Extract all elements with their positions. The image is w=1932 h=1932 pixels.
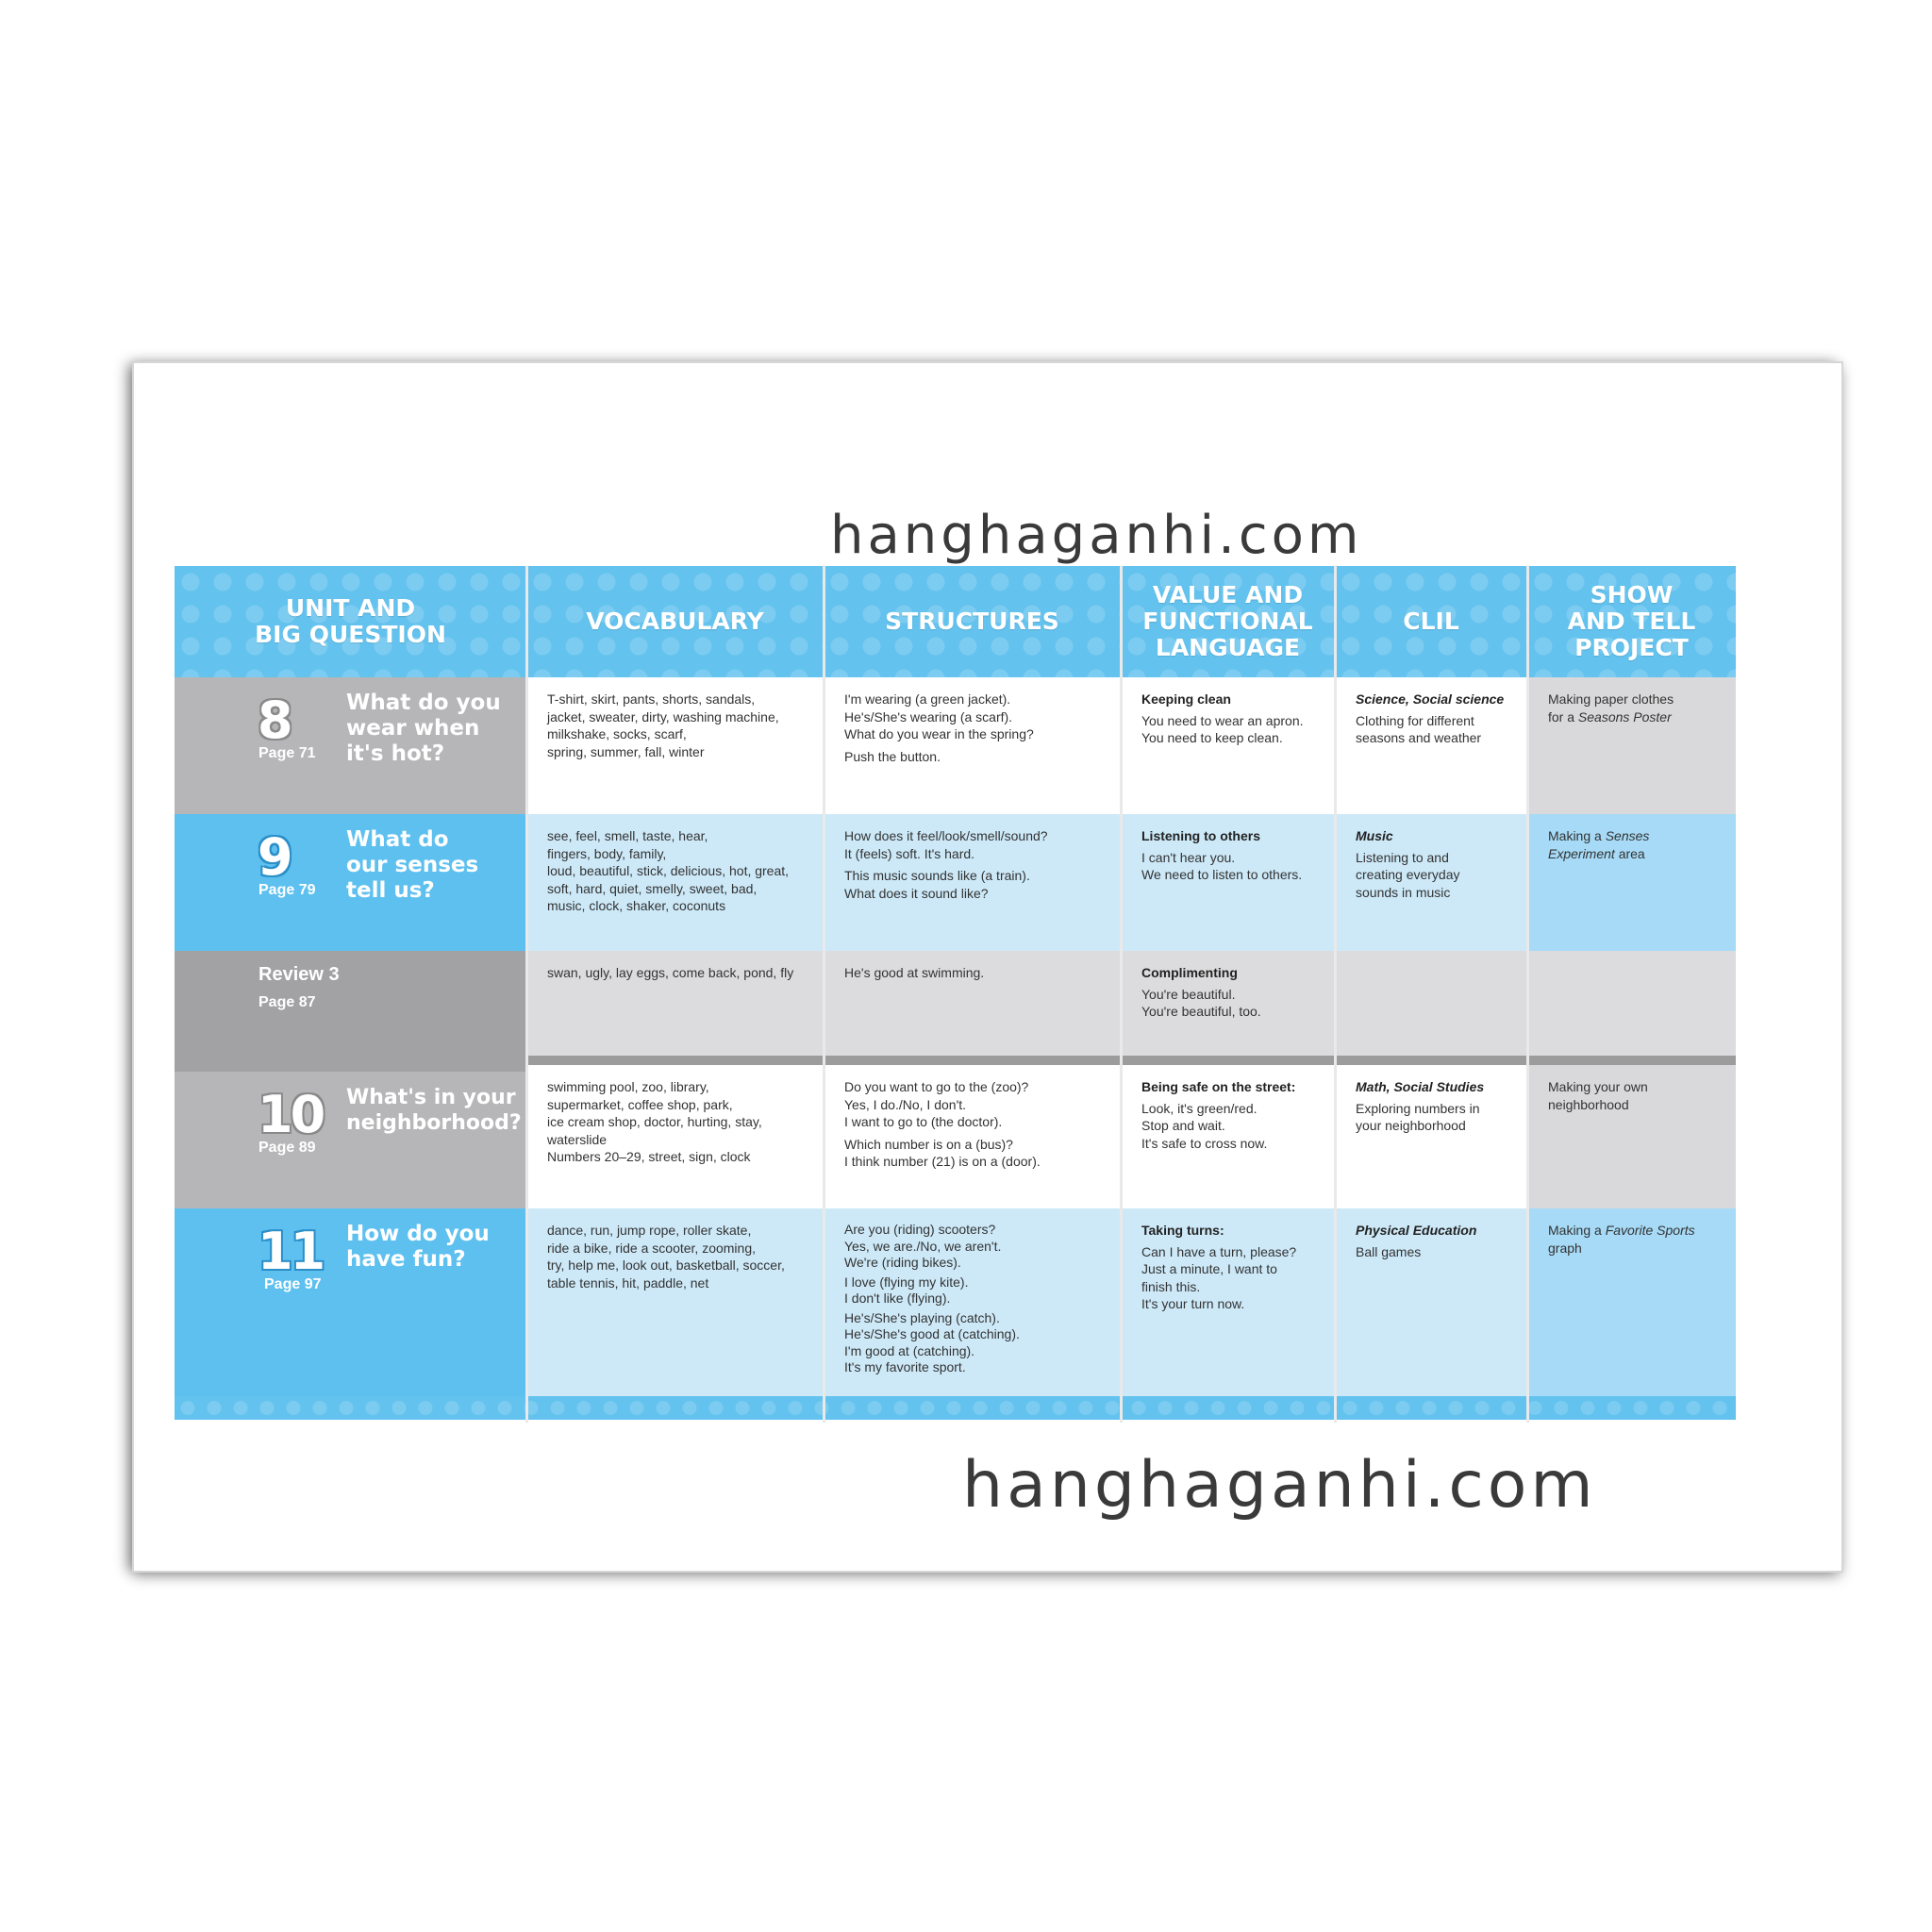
vocab-line: fingers, body, family, [547,845,667,861]
structure-line: Yes, I do./No, I don't. [844,1096,967,1112]
clil-line: Ball games [1356,1243,1422,1259]
review-3-cell [175,951,526,1072]
vocab-line: ride a bike, ride a scooter, zooming, [547,1240,757,1256]
vocab-line: music, clock, shaker, coconuts [547,898,726,913]
vocab-line: jacket, sweater, dirty, washing machine, [547,708,779,724]
value-cell [1121,951,1335,1056]
header-structures: STRUCTURES [824,566,1121,677]
column-separator [525,566,528,1423]
vocab-line: spring, summer, fall, winter [547,743,705,759]
vocab-cell [526,951,824,1056]
structure-line: Which number is on a (bus)? [844,1136,1013,1152]
unit-page: Page 97 [264,1276,322,1292]
structure-line: Are you (riding) scooters? [844,1222,996,1237]
vocab-line: see, feel, smell, taste, hear, [547,828,708,843]
unit-page: Page 79 [258,882,316,898]
structure-line: We're (riding bikes). [844,1255,961,1270]
structure-line: Push the button. [844,748,941,764]
project-line: Making a Favorite Sports [1548,1223,1695,1238]
structure-line: Yes, we are./No, we aren't. [844,1238,1002,1254]
vocab-line: ice cream shop, doctor, hurting, stay, [547,1114,762,1129]
clil-line: Listening to and [1356,849,1449,865]
big-question: What's in your neighborhood? [346,1086,522,1135]
value-line: It's safe to cross now. [1141,1135,1268,1151]
structure-line: What do you wear in the spring? [844,726,1034,741]
vocab-line: loud, beautiful, stick, delicious, hot, great, [547,863,790,878]
unit-10-cell [175,1072,526,1208]
value-line: We need to listen to others. [1141,867,1303,882]
value-line: Just a minute, I want to [1141,1261,1277,1276]
value-line: You need to keep clean. [1141,730,1283,745]
clil-title: Science, Social science [1356,691,1505,707]
vocab-line: T-shirt, skirt, pants, shorts, sandals, [547,691,756,707]
vocab-line: swan, ugly, lay eggs, come back, pond, fly [547,965,794,980]
clil-line: Clothing for different [1356,712,1474,728]
vocab-line: try, help me, look out, basketball, soccer, [547,1257,785,1273]
vocab-line: soft, hard, quiet, smelly, sweet, bad, [547,880,758,896]
structure-line: He's/She's good at (catching). [844,1326,1020,1341]
clil-line: Exploring numbers in [1356,1100,1480,1116]
value-line: You need to wear an apron. [1141,712,1304,728]
structure-line: It's my favorite sport. [844,1359,966,1374]
structure-line: I want to go to (the doctor). [844,1114,1003,1129]
structure-line: He's good at swimming. [844,965,985,980]
big-question: What do our senses tell us? [346,827,479,903]
project-cell [1527,951,1736,1056]
unit-number: 11 [258,1222,324,1281]
clil-cell [1335,1208,1527,1396]
review-divider [526,1056,1736,1065]
vocab-line: waterslide [547,1131,608,1147]
value-line: You're beautiful, too. [1141,1004,1261,1019]
unit-8-cell [175,677,526,814]
header-unit: UNIT AND BIG QUESTION [175,566,526,677]
header-value: VALUE AND FUNCTIONAL LANGUAGE [1121,566,1335,677]
column-separator [1526,566,1529,1423]
structure-line: How does it feel/look/smell/sound? [844,828,1048,843]
unit-number: 10 [258,1085,324,1144]
contents-table [175,566,1736,1420]
unit-number: 8 [258,691,291,750]
structure-line: What does it sound like? [844,885,989,901]
value-line: Can I have a turn, please? [1141,1243,1297,1259]
structure-line: I think number (21) is on a (door). [844,1154,1041,1169]
structure-line: He's/She's wearing (a scarf). [844,708,1013,724]
watermark-bottom: hanghaganhi.com [962,1448,1597,1523]
big-question: What do you wear when it's hot? [346,691,501,766]
value-line: Stop and wait. [1141,1118,1225,1133]
unit-number: 9 [258,827,291,887]
vocab-line: swimming pool, zoo, library, [547,1079,709,1094]
vocab-line: table tennis, hit, paddle, net [547,1274,709,1291]
value-cell [1121,677,1335,814]
vocab-line: supermarket, coffee shop, park, [547,1096,733,1112]
project-line: Experiment area [1548,845,1645,861]
vocab-cell [526,1065,824,1208]
structure-line: I love (flying my kite). [844,1274,969,1290]
vocab-cell [526,677,824,814]
structures-cell [824,1065,1121,1208]
review-page: Page 87 [258,994,316,1010]
value-title: Keeping clean [1141,691,1231,707]
value-cell [1121,1065,1335,1208]
project-line: graph [1548,1240,1582,1256]
value-line: I can't hear you. [1141,849,1236,865]
value-line: Look, it's green/red. [1141,1100,1257,1116]
clil-line: creating everyday [1356,867,1460,882]
header-clil: CLIL [1335,566,1527,677]
unit-11-cell [175,1208,526,1396]
structure-line: I'm good at (catching). [844,1342,975,1358]
project-cell [1527,1208,1736,1396]
value-line: It's your turn now. [1141,1296,1245,1311]
structure-line: This music sounds like (a train). [844,868,1030,883]
vocab-line: dance, run, jump rope, roller skate, [547,1223,752,1238]
value-title: Taking turns: [1141,1223,1224,1238]
clil-cell [1335,814,1527,951]
unit-page: Page 71 [258,745,316,761]
watermark-top: hanghaganhi.com [830,505,1363,566]
structure-line: I don't like (flying). [844,1291,951,1306]
column-separator [1334,566,1337,1423]
project-line: for a Seasons Poster [1548,708,1672,724]
value-cell [1121,1208,1335,1396]
structure-line: Do you want to go to the (zoo)? [844,1079,1029,1094]
column-separator [823,566,825,1423]
unit-page: Page 89 [258,1140,316,1156]
value-title: Listening to others [1141,828,1260,843]
project-line: Making paper clothes [1548,691,1674,707]
vocab-cell [526,1208,824,1396]
structure-line: He's/She's playing (catch). [844,1309,1000,1325]
table-footer-band [175,1396,1736,1420]
big-question: How do you have fun? [346,1222,490,1272]
project-line: neighborhood [1548,1096,1629,1112]
project-line: Making a Senses [1548,828,1650,843]
header-vocabulary: VOCABULARY [526,566,824,677]
clil-line: sounds in music [1356,884,1451,900]
structures-cell [824,677,1121,814]
value-title: Complimenting [1141,965,1238,980]
project-cell [1527,677,1736,814]
project-cell [1527,1065,1736,1208]
value-title: Being safe on the street: [1141,1079,1296,1094]
structures-cell [824,1208,1121,1396]
clil-cell [1335,1065,1527,1208]
clil-cell [1335,677,1527,814]
header-project: SHOW AND TELL PROJECT [1527,566,1736,677]
project-line: Making your own [1548,1079,1648,1094]
clil-line: seasons and weather [1356,730,1482,745]
clil-line: your neighborhood [1356,1118,1466,1133]
clil-cell [1335,951,1527,1056]
column-separator [1120,566,1123,1423]
value-line: finish this. [1141,1278,1201,1294]
unit-9-cell [175,814,526,951]
vocab-line: Numbers 20–29, street, sign, clock [547,1149,751,1164]
project-cell [1527,814,1736,951]
structure-line: I'm wearing (a green jacket). [844,691,1011,707]
structures-cell [824,814,1121,951]
vocab-line: milkshake, socks, scarf, [547,726,687,741]
clil-title: Math, Social Studies [1356,1079,1485,1094]
value-cell [1121,814,1335,951]
value-line: You're beautiful. [1141,986,1236,1002]
clil-title: Music [1356,828,1393,843]
structures-cell [824,951,1121,1056]
vocab-cell [526,814,824,951]
review-title: Review 3 [258,964,340,985]
structure-line: It (feels) soft. It's hard. [844,845,975,861]
clil-title: Physical Education [1356,1223,1477,1238]
